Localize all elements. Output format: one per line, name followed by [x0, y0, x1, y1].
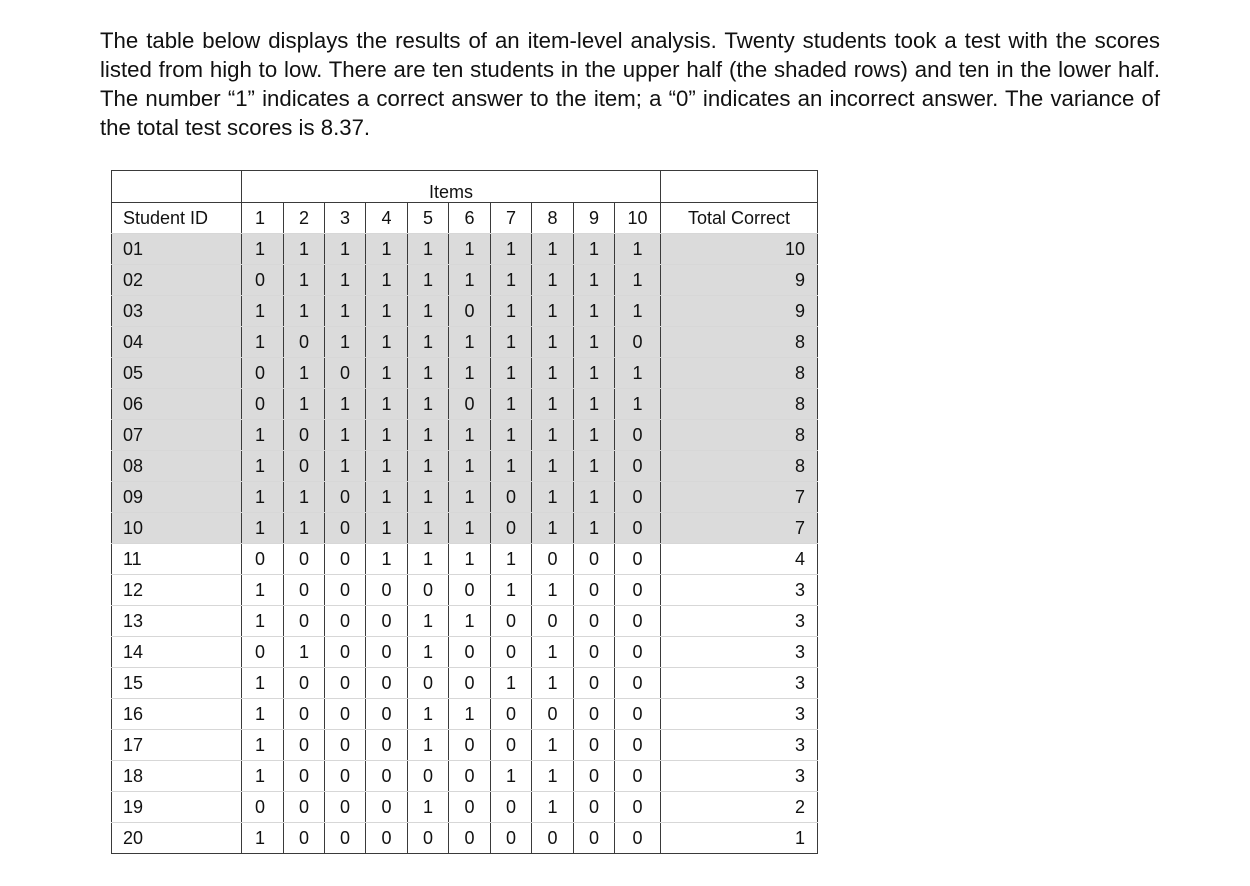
- table-row: [112, 730, 818, 761]
- item-response-cell: 1: [491, 234, 532, 265]
- item-response-cell: 1: [491, 451, 532, 482]
- table-row: [112, 296, 818, 327]
- item-response-cell: 1: [408, 637, 449, 668]
- item-response-cell: 1: [366, 420, 408, 451]
- item-response-cell: 1: [284, 234, 325, 265]
- student-id-cell: 16: [112, 699, 242, 730]
- item-response-cell: 0: [574, 544, 615, 575]
- total-correct-cell: 8: [661, 358, 818, 389]
- item-header-2: 2: [284, 203, 325, 234]
- table-row: [112, 761, 818, 792]
- item-response-cell: 1: [449, 420, 491, 451]
- item-response-cell: 0: [491, 792, 532, 823]
- item-response-cell: 1: [284, 482, 325, 513]
- item-response-cell: 1: [242, 234, 284, 265]
- item-response-cell: 0: [366, 823, 408, 854]
- item-response-cell: 0: [615, 544, 661, 575]
- item-response-cell: 1: [491, 761, 532, 792]
- table-row: [112, 482, 818, 513]
- item-response-cell: 1: [242, 823, 284, 854]
- item-response-cell: 1: [532, 668, 574, 699]
- student-id-cell: 01: [112, 234, 242, 265]
- item-header-1: 1: [242, 203, 284, 234]
- item-response-cell: 1: [408, 544, 449, 575]
- total-correct-cell: 4: [661, 544, 818, 575]
- total-correct-cell: 3: [661, 668, 818, 699]
- item-response-cell: 0: [366, 730, 408, 761]
- item-response-cell: 0: [242, 358, 284, 389]
- item-response-cell: 0: [532, 823, 574, 854]
- item-response-cell: 1: [491, 389, 532, 420]
- item-response-cell: 0: [532, 544, 574, 575]
- item-response-cell: 1: [284, 637, 325, 668]
- item-response-cell: 1: [615, 265, 661, 296]
- item-response-cell: 0: [574, 606, 615, 637]
- item-response-cell: 0: [574, 668, 615, 699]
- item-header-10: 10: [615, 203, 661, 234]
- item-response-cell: 1: [242, 699, 284, 730]
- table-row: [112, 234, 818, 265]
- item-response-cell: 1: [366, 234, 408, 265]
- items-group-header-row: [112, 171, 818, 203]
- item-response-cell: 1: [532, 451, 574, 482]
- total-correct-cell: 10: [661, 234, 818, 265]
- item-response-cell: 1: [615, 358, 661, 389]
- item-response-cell: 1: [532, 730, 574, 761]
- item-response-cell: 1: [615, 389, 661, 420]
- item-response-cell: 0: [615, 575, 661, 606]
- total-correct-cell: 9: [661, 265, 818, 296]
- item-response-cell: 0: [284, 327, 325, 358]
- item-response-cell: 0: [284, 451, 325, 482]
- item-response-cell: 1: [284, 296, 325, 327]
- item-response-cell: 0: [366, 637, 408, 668]
- student-id-cell: 03: [112, 296, 242, 327]
- item-response-cell: 1: [242, 296, 284, 327]
- item-response-cell: 1: [408, 730, 449, 761]
- item-response-cell: 1: [366, 451, 408, 482]
- item-response-cell: 0: [284, 575, 325, 606]
- total-correct-cell: 3: [661, 637, 818, 668]
- total-correct-cell: 3: [661, 699, 818, 730]
- item-response-cell: 1: [408, 327, 449, 358]
- item-response-cell: 0: [325, 637, 366, 668]
- total-correct-cell: 7: [661, 513, 818, 544]
- item-response-cell: 0: [574, 699, 615, 730]
- item-response-cell: 1: [408, 420, 449, 451]
- total-correct-cell: 8: [661, 451, 818, 482]
- item-response-cell: 1: [449, 234, 491, 265]
- item-response-cell: 1: [491, 575, 532, 606]
- item-response-cell: 1: [408, 513, 449, 544]
- item-response-cell: 0: [284, 606, 325, 637]
- intro-paragraph: The table below displays the results of an item-level analysis. Twenty students took a test with the scores listed from high to low. There are ten students in the upper half (the shaded rows) and ten in the lower half. The number “1” indicates a correct answer to the item; a “0” indicates an incorrect answer. The variance of the total test scores is 8.37.: [100, 28, 1160, 140]
- item-response-cell: 0: [574, 761, 615, 792]
- item-response-cell: 0: [491, 823, 532, 854]
- item-response-cell: 1: [449, 358, 491, 389]
- item-response-cell: 0: [615, 823, 661, 854]
- item-response-cell: 0: [615, 327, 661, 358]
- total-correct-cell: 3: [661, 606, 818, 637]
- item-response-cell: 1: [449, 699, 491, 730]
- total-correct-cell: 3: [661, 761, 818, 792]
- student-id-cell: 02: [112, 265, 242, 296]
- item-response-cell: 1: [574, 296, 615, 327]
- item-response-cell: 0: [408, 668, 449, 699]
- item-response-cell: 1: [615, 234, 661, 265]
- item-response-cell: 1: [284, 513, 325, 544]
- item-response-cell: 1: [574, 513, 615, 544]
- table-row: [112, 823, 818, 854]
- item-response-cell: 1: [325, 420, 366, 451]
- table-row: [112, 265, 818, 296]
- item-response-cell: 0: [366, 699, 408, 730]
- student-id-cell: 19: [112, 792, 242, 823]
- item-response-cell: 0: [284, 544, 325, 575]
- item-response-cell: 0: [491, 730, 532, 761]
- table-row: [112, 451, 818, 482]
- total-correct-header: Total Correct: [661, 203, 818, 234]
- item-response-cell: 1: [242, 420, 284, 451]
- item-response-cell: 1: [574, 420, 615, 451]
- total-correct-cell: 9: [661, 296, 818, 327]
- student-id-cell: 20: [112, 823, 242, 854]
- item-response-cell: 1: [366, 389, 408, 420]
- item-response-cell: 1: [532, 792, 574, 823]
- item-response-cell: 0: [366, 792, 408, 823]
- item-response-cell: 1: [491, 327, 532, 358]
- item-response-cell: 1: [242, 482, 284, 513]
- item-response-cell: 1: [408, 265, 449, 296]
- item-response-cell: 0: [615, 482, 661, 513]
- item-response-cell: 0: [449, 296, 491, 327]
- item-response-cell: 0: [491, 513, 532, 544]
- item-response-cell: 0: [574, 575, 615, 606]
- item-response-cell: 0: [449, 730, 491, 761]
- item-response-cell: 0: [325, 823, 366, 854]
- item-response-cell: 1: [574, 482, 615, 513]
- item-response-cell: 1: [408, 699, 449, 730]
- item-response-cell: 1: [449, 451, 491, 482]
- item-response-cell: 0: [325, 482, 366, 513]
- student-id-cell: 11: [112, 544, 242, 575]
- student-id-cell: 05: [112, 358, 242, 389]
- item-response-cell: 1: [366, 544, 408, 575]
- item-response-cell: 1: [574, 327, 615, 358]
- total-correct-cell: 3: [661, 730, 818, 761]
- item-response-cell: 0: [242, 389, 284, 420]
- item-response-cell: 0: [242, 792, 284, 823]
- item-response-cell: 0: [615, 637, 661, 668]
- item-response-cell: 0: [532, 699, 574, 730]
- item-response-cell: 0: [408, 575, 449, 606]
- student-id-cell: 10: [112, 513, 242, 544]
- table-row: [112, 575, 818, 606]
- item-response-cell: 1: [532, 513, 574, 544]
- blank-header-cell: [112, 171, 242, 203]
- item-response-cell: 0: [615, 761, 661, 792]
- table-row: [112, 606, 818, 637]
- items-group-header: Items: [242, 171, 661, 203]
- item-header-4: 4: [366, 203, 408, 234]
- item-response-cell: 0: [449, 823, 491, 854]
- item-response-cell: 1: [242, 606, 284, 637]
- total-correct-cell: 8: [661, 420, 818, 451]
- item-response-cell: 0: [449, 668, 491, 699]
- item-response-cell: 0: [449, 575, 491, 606]
- item-response-cell: 0: [366, 575, 408, 606]
- item-response-cell: 0: [325, 575, 366, 606]
- item-response-cell: 1: [449, 513, 491, 544]
- item-response-cell: 1: [366, 482, 408, 513]
- item-response-cell: 1: [284, 358, 325, 389]
- student-id-cell: 13: [112, 606, 242, 637]
- student-id-cell: 06: [112, 389, 242, 420]
- student-id-cell: 04: [112, 327, 242, 358]
- blank-header-cell: [661, 171, 818, 203]
- item-response-cell: 1: [242, 451, 284, 482]
- item-header-6: 6: [449, 203, 491, 234]
- item-response-cell: 0: [449, 792, 491, 823]
- item-response-cell: 0: [325, 544, 366, 575]
- item-response-cell: 1: [449, 544, 491, 575]
- total-correct-cell: 3: [661, 575, 818, 606]
- item-response-cell: 1: [449, 482, 491, 513]
- item-response-cell: 0: [574, 823, 615, 854]
- item-response-cell: 1: [325, 234, 366, 265]
- item-response-cell: 1: [532, 637, 574, 668]
- item-response-cell: 0: [449, 389, 491, 420]
- item-response-cell: 1: [408, 358, 449, 389]
- item-response-cell: 0: [325, 792, 366, 823]
- item-response-cell: 0: [408, 761, 449, 792]
- item-response-cell: 0: [449, 761, 491, 792]
- table-row: [112, 513, 818, 544]
- item-response-cell: 1: [408, 234, 449, 265]
- item-response-cell: 1: [532, 296, 574, 327]
- item-response-cell: 0: [325, 668, 366, 699]
- item-response-cell: 0: [491, 637, 532, 668]
- item-response-cell: 0: [408, 823, 449, 854]
- item-response-cell: 1: [449, 327, 491, 358]
- item-response-cell: 0: [366, 761, 408, 792]
- item-response-cell: 1: [366, 296, 408, 327]
- item-response-cell: 0: [491, 606, 532, 637]
- item-header-5: 5: [408, 203, 449, 234]
- table-row: [112, 389, 818, 420]
- item-response-cell: 1: [242, 761, 284, 792]
- table-row: [112, 358, 818, 389]
- item-response-cell: 1: [532, 265, 574, 296]
- item-response-cell: 0: [284, 668, 325, 699]
- student-id-cell: 09: [112, 482, 242, 513]
- student-id-cell: 08: [112, 451, 242, 482]
- item-response-cell: 1: [491, 420, 532, 451]
- item-response-cell: 0: [284, 420, 325, 451]
- item-analysis-table: [111, 170, 818, 854]
- item-response-cell: 1: [325, 389, 366, 420]
- student-id-cell: 12: [112, 575, 242, 606]
- item-response-cell: 0: [284, 792, 325, 823]
- item-response-cell: 1: [532, 761, 574, 792]
- item-response-cell: 0: [615, 730, 661, 761]
- item-response-cell: 1: [242, 513, 284, 544]
- table-row: [112, 637, 818, 668]
- table-row: [112, 327, 818, 358]
- item-response-cell: 1: [574, 451, 615, 482]
- item-response-cell: 1: [532, 389, 574, 420]
- item-response-cell: 1: [532, 575, 574, 606]
- item-response-cell: 1: [491, 296, 532, 327]
- item-response-cell: 1: [491, 358, 532, 389]
- item-header-9: 9: [574, 203, 615, 234]
- total-correct-cell: 8: [661, 389, 818, 420]
- item-response-cell: 0: [574, 637, 615, 668]
- item-response-cell: 1: [408, 389, 449, 420]
- item-response-cell: 1: [366, 513, 408, 544]
- student-id-cell: 07: [112, 420, 242, 451]
- item-response-cell: 0: [325, 761, 366, 792]
- table-row: [112, 544, 818, 575]
- item-response-cell: 1: [532, 234, 574, 265]
- table-row: [112, 792, 818, 823]
- student-id-cell: 18: [112, 761, 242, 792]
- item-response-cell: 1: [574, 234, 615, 265]
- item-response-cell: 1: [532, 482, 574, 513]
- item-response-cell: 0: [325, 730, 366, 761]
- item-response-cell: 1: [449, 265, 491, 296]
- item-response-cell: 1: [408, 792, 449, 823]
- student-id-cell: 17: [112, 730, 242, 761]
- student-id-cell: 14: [112, 637, 242, 668]
- item-response-cell: 0: [284, 823, 325, 854]
- item-header-7: 7: [491, 203, 532, 234]
- item-response-cell: 0: [366, 668, 408, 699]
- total-correct-cell: 1: [661, 823, 818, 854]
- item-response-cell: 1: [532, 358, 574, 389]
- item-response-cell: 1: [491, 265, 532, 296]
- item-response-cell: 1: [242, 730, 284, 761]
- item-response-cell: 1: [242, 668, 284, 699]
- item-response-cell: 0: [532, 606, 574, 637]
- item-response-cell: 1: [532, 327, 574, 358]
- item-response-cell: 1: [408, 606, 449, 637]
- item-response-cell: 0: [325, 358, 366, 389]
- item-response-cell: 1: [408, 482, 449, 513]
- item-response-cell: 1: [449, 606, 491, 637]
- item-response-cell: 0: [615, 792, 661, 823]
- item-response-cell: 1: [284, 389, 325, 420]
- item-response-cell: 0: [366, 606, 408, 637]
- item-response-cell: 0: [615, 668, 661, 699]
- item-response-cell: 0: [284, 761, 325, 792]
- item-response-cell: 0: [491, 699, 532, 730]
- table-row: [112, 668, 818, 699]
- table-row: [112, 699, 818, 730]
- student-id-cell: 15: [112, 668, 242, 699]
- item-response-cell: 1: [491, 668, 532, 699]
- item-response-cell: 0: [615, 451, 661, 482]
- item-response-cell: 0: [449, 637, 491, 668]
- item-response-cell: 1: [408, 296, 449, 327]
- item-response-cell: 1: [408, 451, 449, 482]
- item-response-cell: 1: [325, 265, 366, 296]
- item-response-cell: 0: [242, 265, 284, 296]
- item-response-cell: 0: [615, 513, 661, 544]
- item-response-cell: 0: [574, 730, 615, 761]
- item-response-cell: 0: [325, 699, 366, 730]
- item-response-cell: 0: [242, 637, 284, 668]
- item-response-cell: 0: [615, 606, 661, 637]
- item-response-cell: 1: [366, 358, 408, 389]
- total-correct-cell: 8: [661, 327, 818, 358]
- item-response-cell: 1: [574, 265, 615, 296]
- item-response-cell: 1: [574, 389, 615, 420]
- item-response-cell: 1: [491, 544, 532, 575]
- item-response-cell: 0: [242, 544, 284, 575]
- item-response-cell: 0: [284, 730, 325, 761]
- student-id-header: Student ID: [112, 203, 242, 234]
- item-response-cell: 1: [284, 265, 325, 296]
- total-correct-cell: 7: [661, 482, 818, 513]
- item-response-cell: 1: [532, 420, 574, 451]
- item-response-cell: 1: [325, 327, 366, 358]
- item-header-3: 3: [325, 203, 366, 234]
- item-response-cell: 0: [615, 420, 661, 451]
- item-response-cell: 1: [325, 451, 366, 482]
- table-row: [112, 420, 818, 451]
- item-response-cell: 1: [366, 327, 408, 358]
- item-response-cell: 0: [284, 699, 325, 730]
- item-response-cell: 1: [242, 327, 284, 358]
- item-response-cell: 0: [325, 513, 366, 544]
- column-header-row: [112, 203, 818, 234]
- item-header-8: 8: [532, 203, 574, 234]
- item-response-cell: 0: [491, 482, 532, 513]
- item-response-cell: 1: [242, 575, 284, 606]
- item-response-cell: 1: [366, 265, 408, 296]
- item-response-cell: 1: [325, 296, 366, 327]
- item-response-cell: 0: [574, 792, 615, 823]
- item-response-cell: 0: [615, 699, 661, 730]
- total-correct-cell: 2: [661, 792, 818, 823]
- item-response-cell: 1: [574, 358, 615, 389]
- item-response-cell: 0: [325, 606, 366, 637]
- item-response-cell: 1: [615, 296, 661, 327]
